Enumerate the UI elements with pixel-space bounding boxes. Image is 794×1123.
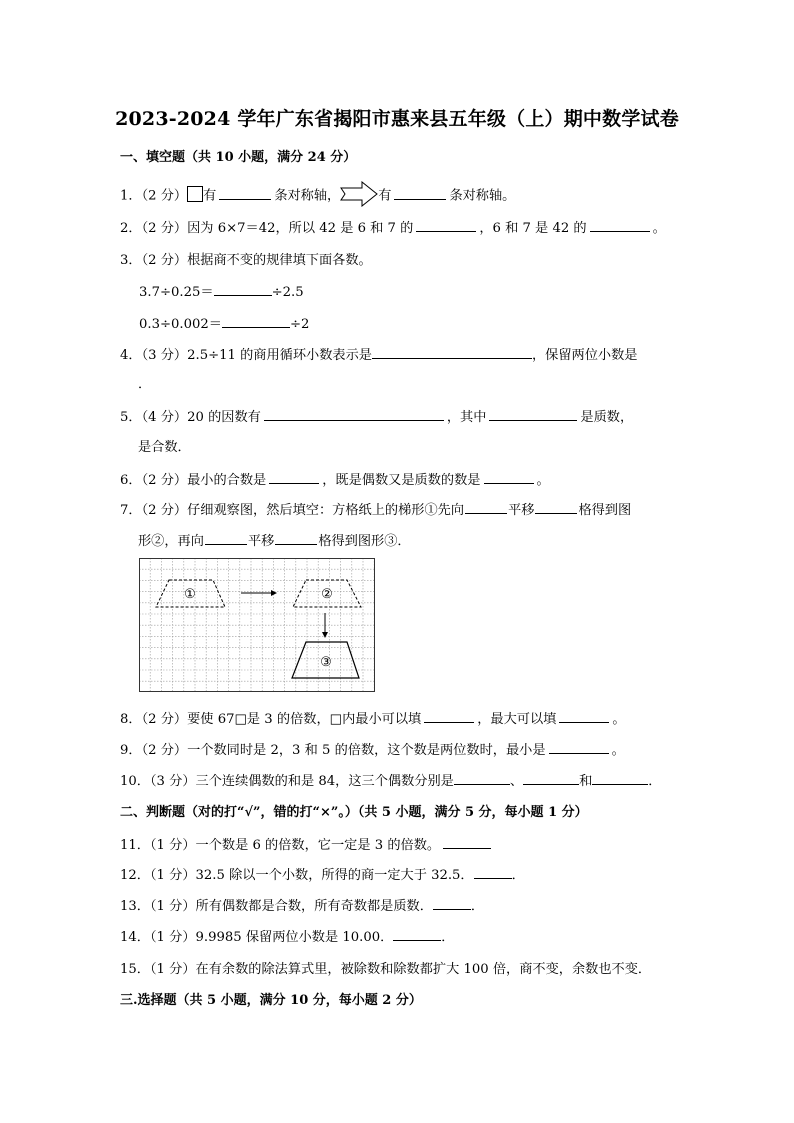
answer-blank[interactable] bbox=[474, 866, 512, 879]
section-fill-heading: 一、填空题（共 10 小题，满分 24 分） bbox=[120, 150, 357, 165]
trapezoid-label-3: ③ bbox=[320, 655, 332, 670]
question-13: 13．（1 分）所有偶数都是合数，所有奇数都是质数． ． bbox=[120, 899, 485, 914]
answer-blank[interactable] bbox=[269, 471, 319, 484]
question-1: 1．（2 分） 有 条对称轴， 有 条对称轴。 bbox=[120, 181, 515, 211]
answer-blank[interactable] bbox=[424, 710, 474, 723]
question-5: 5．（4 分）20 的因数有 ，其中 是质数， bbox=[120, 410, 634, 425]
question-3-line-2: 0.3÷0.002＝ ÷2 bbox=[139, 317, 310, 332]
question-4: 4．（3 分）2.5÷11 的商用循环小数表示是 ，保留两位小数是 bbox=[120, 348, 638, 363]
answer-blank[interactable] bbox=[549, 741, 609, 754]
answer-blank[interactable] bbox=[214, 283, 272, 296]
right-arrowhead-icon bbox=[271, 590, 277, 596]
answer-blank[interactable] bbox=[559, 710, 609, 723]
question-7-cont: 形②，再向 平移 格得到图形③． bbox=[138, 534, 411, 549]
answer-blank[interactable] bbox=[592, 772, 648, 785]
question-10: 10．（3 分）三个连续偶数的和是 84，这三个偶数分别是 、 和 ． bbox=[120, 774, 662, 789]
down-arrowhead-icon bbox=[322, 632, 328, 638]
section-choice-heading: 三.选择题（共 5 小题，满分 10 分，每小题 2 分） bbox=[120, 993, 422, 1008]
answer-blank[interactable] bbox=[454, 772, 510, 785]
question-5-cont: 是合数． bbox=[138, 440, 191, 455]
answer-blank[interactable] bbox=[222, 315, 290, 328]
question-7: 7．（2 分）仔细观察图，然后填空：方格纸上的梯形①先向 平移 格得到图 bbox=[120, 503, 632, 518]
question-12: 12．（1 分）32.5 除以一个小数，所得的商一定大于 32.5． ． bbox=[120, 868, 525, 883]
square-icon bbox=[187, 186, 203, 206]
answer-blank[interactable] bbox=[394, 187, 446, 200]
answer-blank[interactable] bbox=[275, 532, 317, 545]
answer-blank[interactable] bbox=[489, 408, 577, 421]
trapezoid-label-1: ① bbox=[184, 587, 196, 602]
section-judge-heading: 二、判断题（对的打“√”，错的打“×”。）（共 5 小题，满分 5 分，每小题 1 分） bbox=[120, 805, 588, 820]
question-2: 2．（2 分）因为 6×7＝42，所以 42 是 6 和 7 的 ，6 和 7 是 42 的 。 bbox=[120, 221, 666, 236]
answer-blank[interactable] bbox=[264, 408, 444, 421]
question-3-line-1: 3.7÷0.25＝ ÷2.5 bbox=[139, 285, 304, 300]
answer-blank[interactable] bbox=[443, 836, 491, 849]
arrow-shape-icon bbox=[340, 181, 378, 211]
trapezoid-label-2: ② bbox=[321, 587, 333, 602]
answer-blank[interactable] bbox=[433, 897, 471, 910]
question-number: 1．（2 分） bbox=[120, 188, 188, 204]
answer-blank[interactable] bbox=[523, 772, 579, 785]
question-9: 9．（2 分）一个数同时是 2，3 和 5 的倍数，这个数是两位数时，最小是 。 bbox=[120, 743, 625, 758]
answer-blank[interactable] bbox=[393, 928, 441, 941]
question-8: 8．（2 分）要使 67□是 3 的倍数，□内最小可以填 ，最大可以填 。 bbox=[120, 712, 626, 727]
question-3: 3．（2 分）根据商不变的规律填下面各数。 bbox=[120, 253, 372, 268]
answer-blank[interactable] bbox=[484, 471, 534, 484]
question-4-cont: ． bbox=[138, 377, 152, 392]
question-15: 15．（1 分）在有余数的除法算式里，被除数和除数都扩大 100 倍，商不变，余数也不变． bbox=[120, 962, 652, 977]
answer-blank[interactable] bbox=[465, 501, 507, 514]
answer-blank[interactable] bbox=[219, 187, 271, 200]
question-14: 14．（1 分）9.9985 保留两位小数是 10.00． ． bbox=[120, 930, 455, 945]
answer-blank[interactable] bbox=[416, 219, 476, 232]
question-6: 6．（2 分）最小的合数是 ，既是偶数又是质数的数是 。 bbox=[120, 473, 550, 488]
question-11: 11．（1 分）一个数是 6 的倍数，它一定是 3 的倍数。 bbox=[120, 834, 494, 853]
grid-paper-figure bbox=[139, 558, 375, 692]
answer-blank[interactable] bbox=[372, 346, 532, 359]
answer-blank[interactable] bbox=[535, 501, 577, 514]
answer-blank[interactable] bbox=[205, 532, 247, 545]
page-title: 2023-2024 学年广东省揭阳市惠来县五年级（上）期中数学试卷 bbox=[115, 108, 679, 130]
answer-blank[interactable] bbox=[590, 219, 650, 232]
